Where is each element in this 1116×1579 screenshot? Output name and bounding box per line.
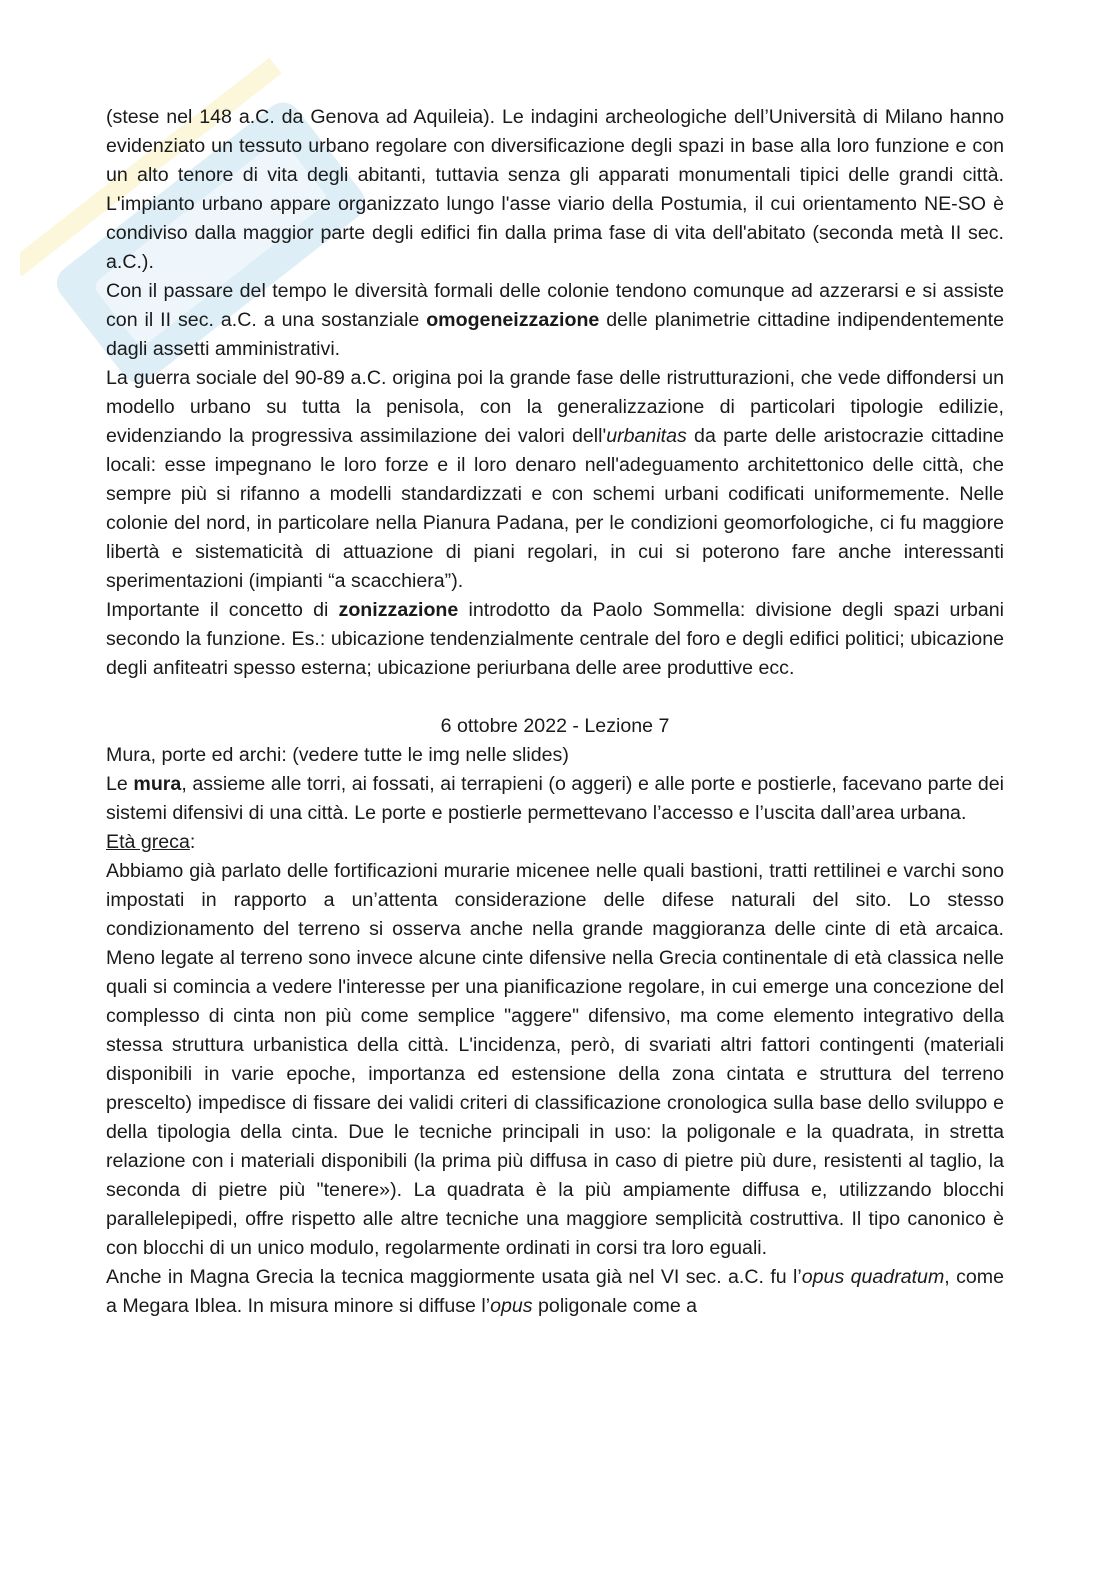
italic-term: urbanitas xyxy=(606,425,687,447)
text: da parte delle aristocrazie cittadine locali: esse impegnano le loro forze e il loro denaro nell'adeguamento architettonico delle città, che sempre più si rifanno a modelli standardizzati e con schemi urbani codificati uniformemente. Nelle colonie del nord, in particolare nella Pianura Padana, per le condizioni geomorfologiche, ci fu maggiore libertà e sistematicità di attuazione di piani regolari, in cui si poterono fare anche interessanti sperimentazioni (impianti “a scacchiera”). xyxy=(106,425,1004,592)
lesson-heading: 6 ottobre 2022 - Lezione 7 xyxy=(440,715,670,737)
paragraph: (stese nel 148 a.C. da Genova ad Aquileia). Le indagini archeologiche dell’Università di Milano hanno evidenziato un tessuto urbano regolare con diversificazione degli spazi in base alla loro funzione e con un alto tenore di vita degli abitanti, tuttavia senza gli apparati monumentali tipici delle grandi città. L'impianto urbano appare organizzato lungo l'asse viario della Postumia, il cui orientamento NE-SO è condiviso dalla maggior parte degli edifici fin dalla prima fase di vita dell'abitato (seconda metà II sec. a.C.). xyxy=(106,106,1004,273)
bold-term: omogeneizzazione xyxy=(426,309,600,331)
paragraph xyxy=(106,770,1004,828)
bold-term: mura xyxy=(133,773,182,795)
paragraph xyxy=(106,1263,1004,1321)
document-page xyxy=(106,103,1004,1321)
text: , come a Megara Iblea. In misura minore si diffuse l’ xyxy=(106,1266,1005,1317)
italic-term: opus xyxy=(490,1295,533,1317)
text: Anche in Magna Grecia la tecnica maggiormente usata già nel VI sec. a.C. fu l’ xyxy=(106,1266,802,1288)
section-label: Età greca xyxy=(106,831,190,853)
italic-term: opus quadratum xyxy=(801,1266,945,1288)
bold-term: zonizzazione xyxy=(338,599,459,621)
subtitle: Mura, porte ed archi: (vedere tutte le img nelle slides) xyxy=(106,744,569,766)
text: La guerra sociale del 90-89 a.C. origina poi la grande fase delle ristrutturazioni, che vede diffondersi un modello urbano su tutta la penisola, con la generalizzazione di particolari tipologie edilizie, evidenziando la progressiva assimilazione dei valori dell' xyxy=(106,367,1004,447)
text: poligonale come a xyxy=(532,1295,698,1317)
text: Importante il concetto di xyxy=(106,599,339,621)
text: , assieme alle torri, ai fossati, ai terrapieni (o aggeri) e alle porte e postierle, facevano parte dei sistemi difensivi di una città. Le porte e postierle permettevano l’accesso e l’uscita dall’area urbana. xyxy=(106,773,1004,824)
paragraph xyxy=(106,596,1004,683)
section-heading xyxy=(106,828,1004,857)
text: introdotto da Paolo Sommella: divisione degli spazi urbani secondo la funzione. Es.: ubicazione tendenzialmente centrale del foro e degli edifici politici; ubicazione degli anfiteatri spesso esterna; ubicazione periurbana delle aree produttive ecc. xyxy=(106,599,1004,679)
text: delle planimetrie cittadine indipendentemente dagli assetti amministrativi. xyxy=(106,309,1004,360)
paragraph: Abbiamo già parlato delle fortificazioni murarie micenee nelle quali bastioni, tratti rettilinei e varchi sono impostati in rapporto a un’attenta considerazione delle difese naturali del sito. Lo stesso condizionamento del terreno si osserva anche nella grande maggioranza delle cinte di età arcaica. Meno legate al terreno sono invece alcune cinte difensive nella Grecia continentale di età classica nelle quali si comincia a vedere l'interesse per una pianificazione regolare, in cui emerge una concezione del complesso di cinta non più come semplice "aggere" difensivo, ma come elemento integrativo della stessa struttura urbanistica della città. L'incidenza, però, di svariati altri fattori contingenti (materiali disponibili in varie epoche, importanza ed estensione della zona cintata e struttura del terreno prescelto) impedisce di fissare dei validi criteri di classificazione cronologica sulla base dello sviluppo e della tipologia della cinta. Due le tecniche principali in uso: la poligonale e la quadrata, in stretta relazione con i materiali disponibili (la prima più diffusa in caso di pietre più dure, resistenti al taglio, la seconda di pietre più "tenere»). La quadrata è la più ampiamente diffusa e, utilizzando blocchi parallelepipedi, offre rispetto alle altre tecniche una maggiore semplicità costruttiva. Il tipo canonico è con blocchi di un unico modulo, regolarmente ordinati in corsi tra loro eguali. xyxy=(106,860,1004,1259)
text: Con il passare del tempo le diversità formali delle colonie tendono comunque ad azzerarsi e si assiste con il II sec. a.C. a una sostanziale xyxy=(106,280,1004,331)
text: : xyxy=(189,831,196,853)
text: Le xyxy=(106,773,134,795)
spacer xyxy=(106,683,1004,712)
paragraph xyxy=(106,364,1004,596)
paragraph xyxy=(106,277,1004,364)
